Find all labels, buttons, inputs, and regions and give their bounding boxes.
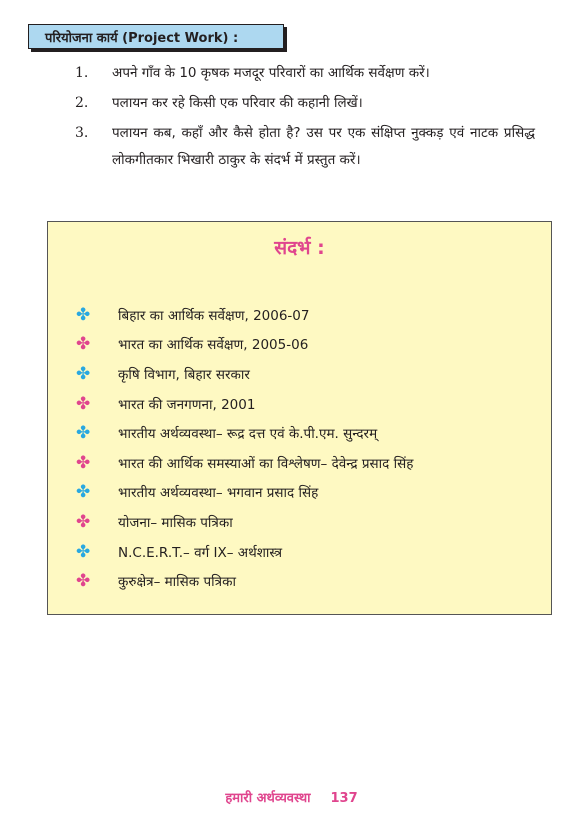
flower-bullet-icon: ✤ [76, 423, 91, 444]
reference-text: बिहार का आर्थिक सर्वेक्षण, 2006-07 [118, 307, 310, 324]
flower-bullet-icon: ✤ [76, 482, 91, 503]
flower-bullet-icon: ✤ [76, 334, 91, 355]
reference-text: कुरुक्षेत्र– मासिक पत्रिका [118, 574, 236, 591]
footer-book-title: हमारी अर्थव्यवस्था [225, 791, 311, 806]
reference-item [76, 537, 413, 567]
reference-item [76, 418, 413, 448]
references-title: संदर्भ : [274, 237, 325, 259]
flower-bullet-icon: ✤ [76, 304, 91, 325]
reference-item [76, 389, 413, 419]
reference-item [76, 478, 413, 508]
reference-item [76, 359, 413, 389]
flower-bullet-icon: ✤ [76, 571, 91, 592]
reference-text: योजना– मासिक पत्रिका [118, 514, 233, 531]
reference-text: N.C.E.R.T.– वर्ग IX– अर्थशास्त्र [118, 544, 283, 561]
project-item [75, 90, 535, 117]
references-box [47, 221, 552, 615]
reference-text: भारत का आर्थिक सर्वेक्षण, 2005-06 [118, 337, 309, 354]
page-number: 137 [330, 791, 358, 806]
project-item-number: 3. [75, 125, 89, 141]
project-item-number: 1. [75, 65, 89, 81]
section-heading [28, 24, 284, 49]
reference-item [76, 330, 413, 360]
reference-item [76, 566, 413, 596]
flower-bullet-icon: ✤ [76, 452, 91, 473]
project-item [75, 60, 535, 87]
reference-item [76, 300, 413, 330]
reference-item [76, 507, 413, 537]
flower-bullet-icon: ✤ [76, 393, 91, 414]
references-list [76, 300, 413, 596]
reference-item [76, 448, 413, 478]
reference-text: भारतीय अर्थव्यवस्था– रूद्र दत्त एवं के.पी.एम. सुन्दरम् [118, 426, 378, 443]
project-item-number: 2. [75, 95, 89, 111]
flower-bullet-icon: ✤ [76, 541, 91, 562]
reference-text: भारत की आर्थिक समस्याओं का विश्लेषण– देवेन्द्र प्रसाद सिंह [118, 455, 414, 472]
flower-bullet-icon: ✤ [76, 363, 91, 384]
flower-bullet-icon: ✤ [76, 511, 91, 532]
project-item-text: अपने गाँव के 10 कृषक मजदूर परिवारों का आर्थिक सर्वेक्षण करें। [112, 65, 430, 81]
reference-text: भारतीय अर्थव्यवस्था– भगवान प्रसाद सिंह [118, 485, 319, 502]
project-work-list [75, 60, 535, 177]
reference-text: कृषि विभाग, बिहार सरकार [118, 366, 250, 383]
reference-text: भारत की जनगणना, 2001 [118, 396, 256, 413]
project-item [75, 120, 535, 174]
project-item-text: पलायन कर रहे किसी एक परिवार की कहानी लिखें। [112, 95, 363, 111]
page-footer [0, 788, 583, 806]
section-heading-text: परियोजना कार्य (Project Work) : [45, 30, 239, 46]
project-item-text: पलायन कब, कहाँ और कैसे होता है? उस पर एक संक्षिप्त नुक्कड़ एवं नाटक प्रसिद्ध लोकगीतकार भिखारी ठाकुर के संदर्भ में प्रस्तुत करें। [112, 125, 535, 168]
